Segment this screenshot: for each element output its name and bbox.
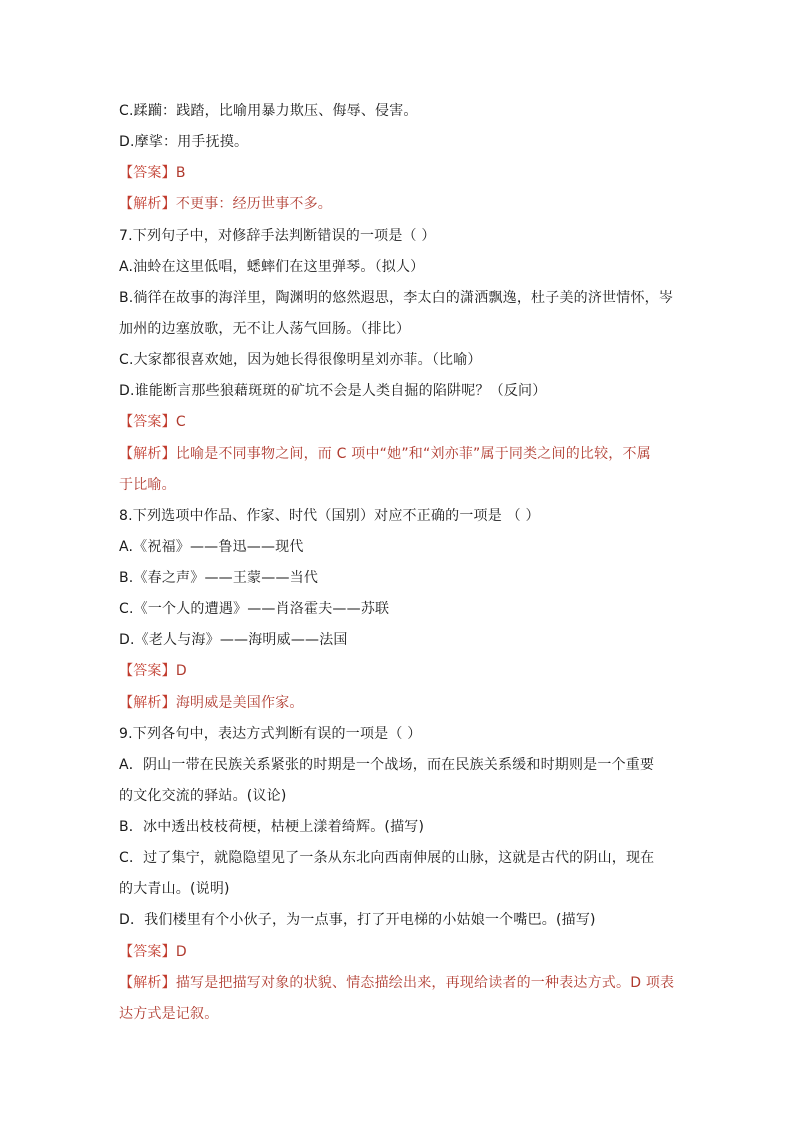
line-text: 的文化交流的驿站。(议论) (119, 788, 287, 804)
analysis-continuation (119, 1004, 679, 1024)
option-a-line (119, 755, 679, 775)
analysis-line (119, 973, 679, 993)
analysis-line (119, 444, 679, 464)
analysis-text: 描写是把描写对象的状貌、情态描绘出来，再现给读者的一种表达方式。D 项表 (175, 975, 675, 991)
analysis-line (119, 693, 679, 713)
option-b-continuation (119, 319, 679, 339)
line-text: 的大青山。(说明) (119, 881, 230, 897)
analysis-tag: 【解析】 (119, 975, 176, 991)
option-c-line (119, 350, 679, 370)
line-text: C.《一个人的遭遇》——肖洛霍夫——苏联 (119, 601, 390, 617)
answer-value: B (175, 165, 186, 181)
option-c-line (119, 848, 679, 868)
option-c-continuation (119, 879, 679, 899)
option-c-line (119, 599, 679, 619)
question-8-line (119, 506, 679, 526)
analysis-text: 比喻是不同事物之间，而 C 项中“她”和“刘亦菲”属于同类之间的比较，不属 (175, 446, 651, 462)
line-text: D.谁能断言那些狼藉斑斑的矿坑不会是人类自掘的陷阱呢？（反问） (119, 383, 547, 399)
answer-tag: 【答案】 (119, 414, 176, 430)
line-text: A.油蛉在这里低唱，蟋蟀们在这里弹琴。（拟人） (119, 259, 425, 275)
line-text: B.徜徉在故事的海洋里，陶渊明的悠然遐思，李太白的潇洒飘逸，杜子美的济世情怀，岑 (119, 290, 674, 306)
analysis-tag: 【解析】 (119, 196, 176, 212)
analysis-text: 不更事：经历世事不多。 (175, 196, 333, 212)
line-text: B.《春之声》——王蒙——当代 (119, 570, 319, 586)
question-9-line (119, 724, 679, 744)
option-a-line (119, 537, 679, 557)
question-text: 9.下列各句中，表达方式判断有误的一项是（ ） (119, 726, 422, 742)
line-text: B．冰中透出枝枝荷梗，枯梗上漾着绮辉。(描写) (119, 819, 425, 835)
answer-line (119, 661, 679, 681)
line-text: D．我们楼里有个小伙子，为一点事，打了开电梯的小姑娘一个嘴巴。(描写) (119, 912, 596, 928)
analysis-text: 海明威是美国作家。 (175, 695, 304, 711)
analysis-tag: 【解析】 (119, 695, 176, 711)
line-text: C.大家都很喜欢她，因为她长得很像明星刘亦菲。（比喻） (119, 352, 482, 368)
answer-line (119, 942, 679, 962)
option-b-line (119, 568, 679, 588)
answer-line (119, 412, 679, 432)
analysis-continuation (119, 475, 679, 495)
line-text: D.《老人与海》——海明威——法国 (119, 632, 348, 648)
question-text: 7.下列句子中，对修辞手法判断错误的一项是（ ） (119, 228, 436, 244)
option-a-line (119, 257, 679, 277)
option-a-continuation (119, 786, 679, 806)
line-text: C．过了集宁，就隐隐望见了一条从东北向西南伸展的山脉，这就是古代的阴山，现在 (119, 850, 655, 866)
option-b-line (119, 817, 679, 837)
analysis-tag: 【解析】 (119, 446, 176, 462)
answer-tag: 【答案】 (119, 944, 176, 960)
option-c-line (119, 101, 679, 121)
line-text: A.《祝福》——鲁迅——现代 (119, 539, 304, 555)
line-text: 加州的边塞放歌，无不让人荡气回肠。（排比） (119, 321, 411, 337)
option-b-line (119, 288, 679, 308)
question-text: 8.下列选项中作品、作家、时代（国别）对应不正确的一项是 （ ） (119, 508, 540, 524)
answer-tag: 【答案】 (119, 663, 176, 679)
answer-value: D (175, 663, 187, 679)
option-d-line (119, 910, 679, 930)
analysis-text: 于比喻。 (119, 477, 176, 493)
line-text: A．阴山一带在民族关系紧张的时期是一个战场，而在民族关系缓和时期则是一个重要 (119, 757, 655, 773)
answer-line (119, 163, 679, 183)
option-d-line (119, 630, 679, 650)
analysis-text: 达方式是记叙。 (119, 1006, 219, 1022)
analysis-line (119, 194, 679, 214)
answer-tag: 【答案】 (119, 165, 176, 181)
option-d-line (119, 381, 679, 401)
question-7-line (119, 226, 679, 246)
option-d-line (119, 132, 679, 152)
answer-value: C (175, 414, 186, 430)
line-text: D.摩挲：用手抚摸。 (119, 134, 249, 150)
line-text: C.蹂躏：践踏，比喻用暴力欺压、侮辱、侵害。 (119, 103, 418, 119)
answer-value: D (175, 944, 187, 960)
